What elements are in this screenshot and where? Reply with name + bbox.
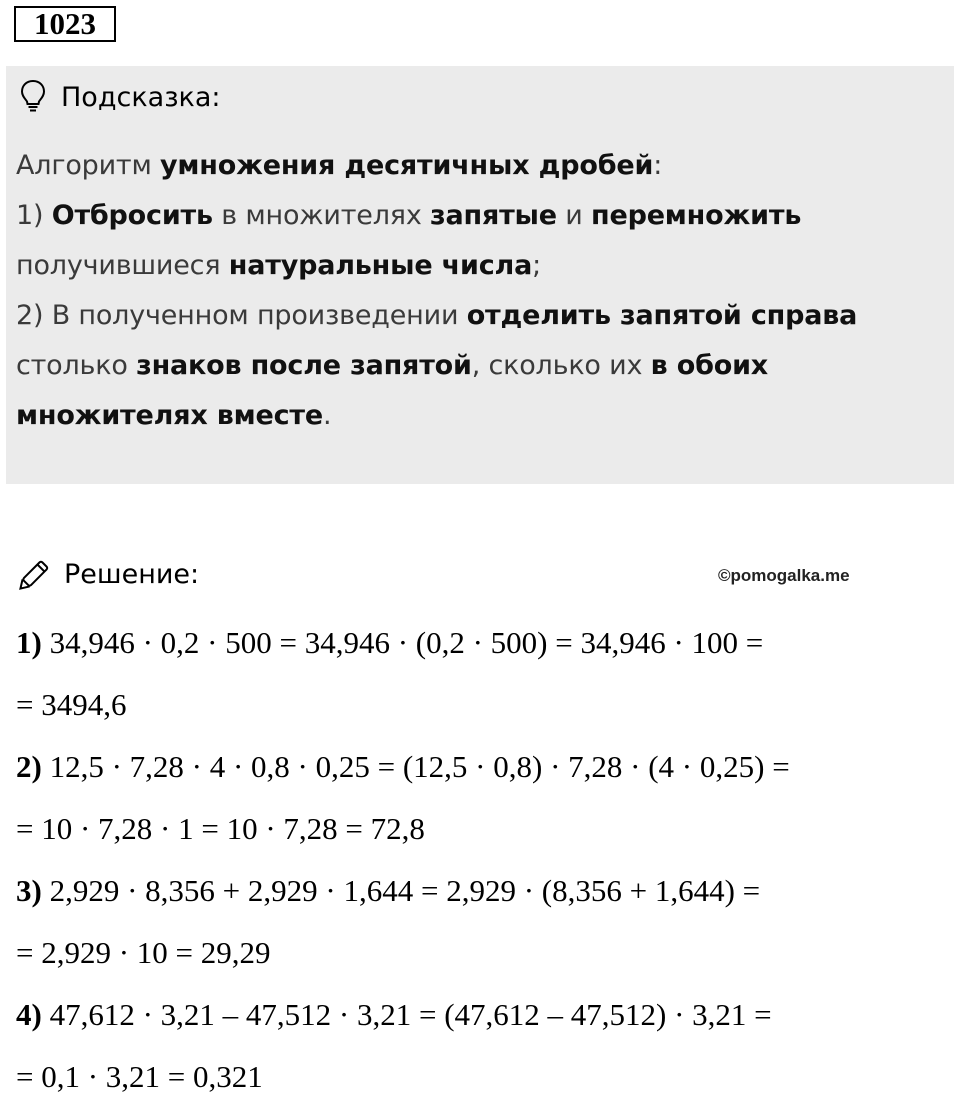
hint-line xyxy=(16,241,926,291)
solution-line xyxy=(16,736,946,798)
solution-item-number: 1) xyxy=(16,625,42,660)
solution-item-number: 2) xyxy=(16,749,42,784)
hint-line xyxy=(16,191,926,241)
lightbulb-icon xyxy=(20,79,46,117)
hint-keyword: множителях вместе xyxy=(16,400,323,431)
hint-text: получившиеся xyxy=(16,250,229,281)
hint-body xyxy=(16,141,926,441)
hint-line xyxy=(16,141,926,191)
hint-keyword: умножения десятичных дробей xyxy=(160,150,654,181)
solution-line xyxy=(16,860,946,922)
solution-title: Решение: xyxy=(64,559,200,590)
hint-text: . xyxy=(322,400,332,431)
hint-box xyxy=(6,66,954,484)
hint-title: Подсказка: xyxy=(61,82,221,113)
hint-keyword: знаков после запятой xyxy=(136,350,472,381)
solution-expression: 12,5 · 7,28 · 4 · 0,8 · 0,25 = (12,5 · 0,8) · 7,28 · (4 · 0,25) = xyxy=(41,749,790,784)
solution-expression: 47,612 · 3,21 – 47,512 · 3,21 = (47,612 – 47,512) · 3,21 = xyxy=(41,997,772,1032)
hint-keyword: Отбросить xyxy=(51,200,213,231)
solution-expression: 2,929 · 8,356 + 2,929 · 1,644 = 2,929 · (8,356 + 1,644) = xyxy=(41,873,761,908)
hint-keyword: запятые xyxy=(429,200,557,231)
solution-item-number: 3) xyxy=(16,873,42,908)
hint-line xyxy=(16,341,926,391)
hint-keyword: в обоих xyxy=(650,350,769,381)
solution-line xyxy=(16,612,946,674)
solution-expression: = 0,1 · 3,21 = 0,321 xyxy=(16,1059,263,1094)
solution-expression: = 3494,6 xyxy=(16,687,127,722)
watermark: ©pomogalka.me xyxy=(718,566,850,585)
hint-text: 2) В полученном произведении xyxy=(16,300,467,331)
solution-expression: 34,946 · 0,2 · 500 = 34,946 · (0,2 · 500) = 34,946 · 100 = xyxy=(41,625,764,660)
hint-text: : xyxy=(653,150,663,181)
hint-text: в множителях xyxy=(212,200,430,231)
hint-text: и xyxy=(556,200,591,231)
solution-line xyxy=(16,984,946,1046)
solution-line xyxy=(16,1046,946,1108)
hint-text: 1) xyxy=(16,200,52,231)
hint-keyword: перемножить xyxy=(591,200,802,231)
solution-expression: = 10 · 7,28 · 1 = 10 · 7,28 = 72,8 xyxy=(16,811,425,846)
hint-line xyxy=(16,291,926,341)
hint-line xyxy=(16,391,926,441)
hint-text: Алгоритм xyxy=(16,150,160,181)
solution-item-number: 4) xyxy=(16,997,42,1032)
solution-expression: = 2,929 · 10 = 29,29 xyxy=(16,935,271,970)
task-number: 1023 xyxy=(14,6,116,42)
solution-line xyxy=(16,674,946,736)
hint-text: столько xyxy=(16,350,137,381)
hint-keyword: натуральные числа xyxy=(228,250,533,281)
solution-line xyxy=(16,798,946,860)
hint-text: ; xyxy=(532,250,542,281)
hint-header xyxy=(20,78,221,118)
hint-keyword: отделить запятой справа xyxy=(466,300,858,331)
solution-header xyxy=(16,555,199,595)
solution-line xyxy=(16,922,946,984)
pencil-icon xyxy=(16,553,56,597)
hint-text: , сколько их xyxy=(471,350,651,381)
solution-list xyxy=(16,612,946,1108)
